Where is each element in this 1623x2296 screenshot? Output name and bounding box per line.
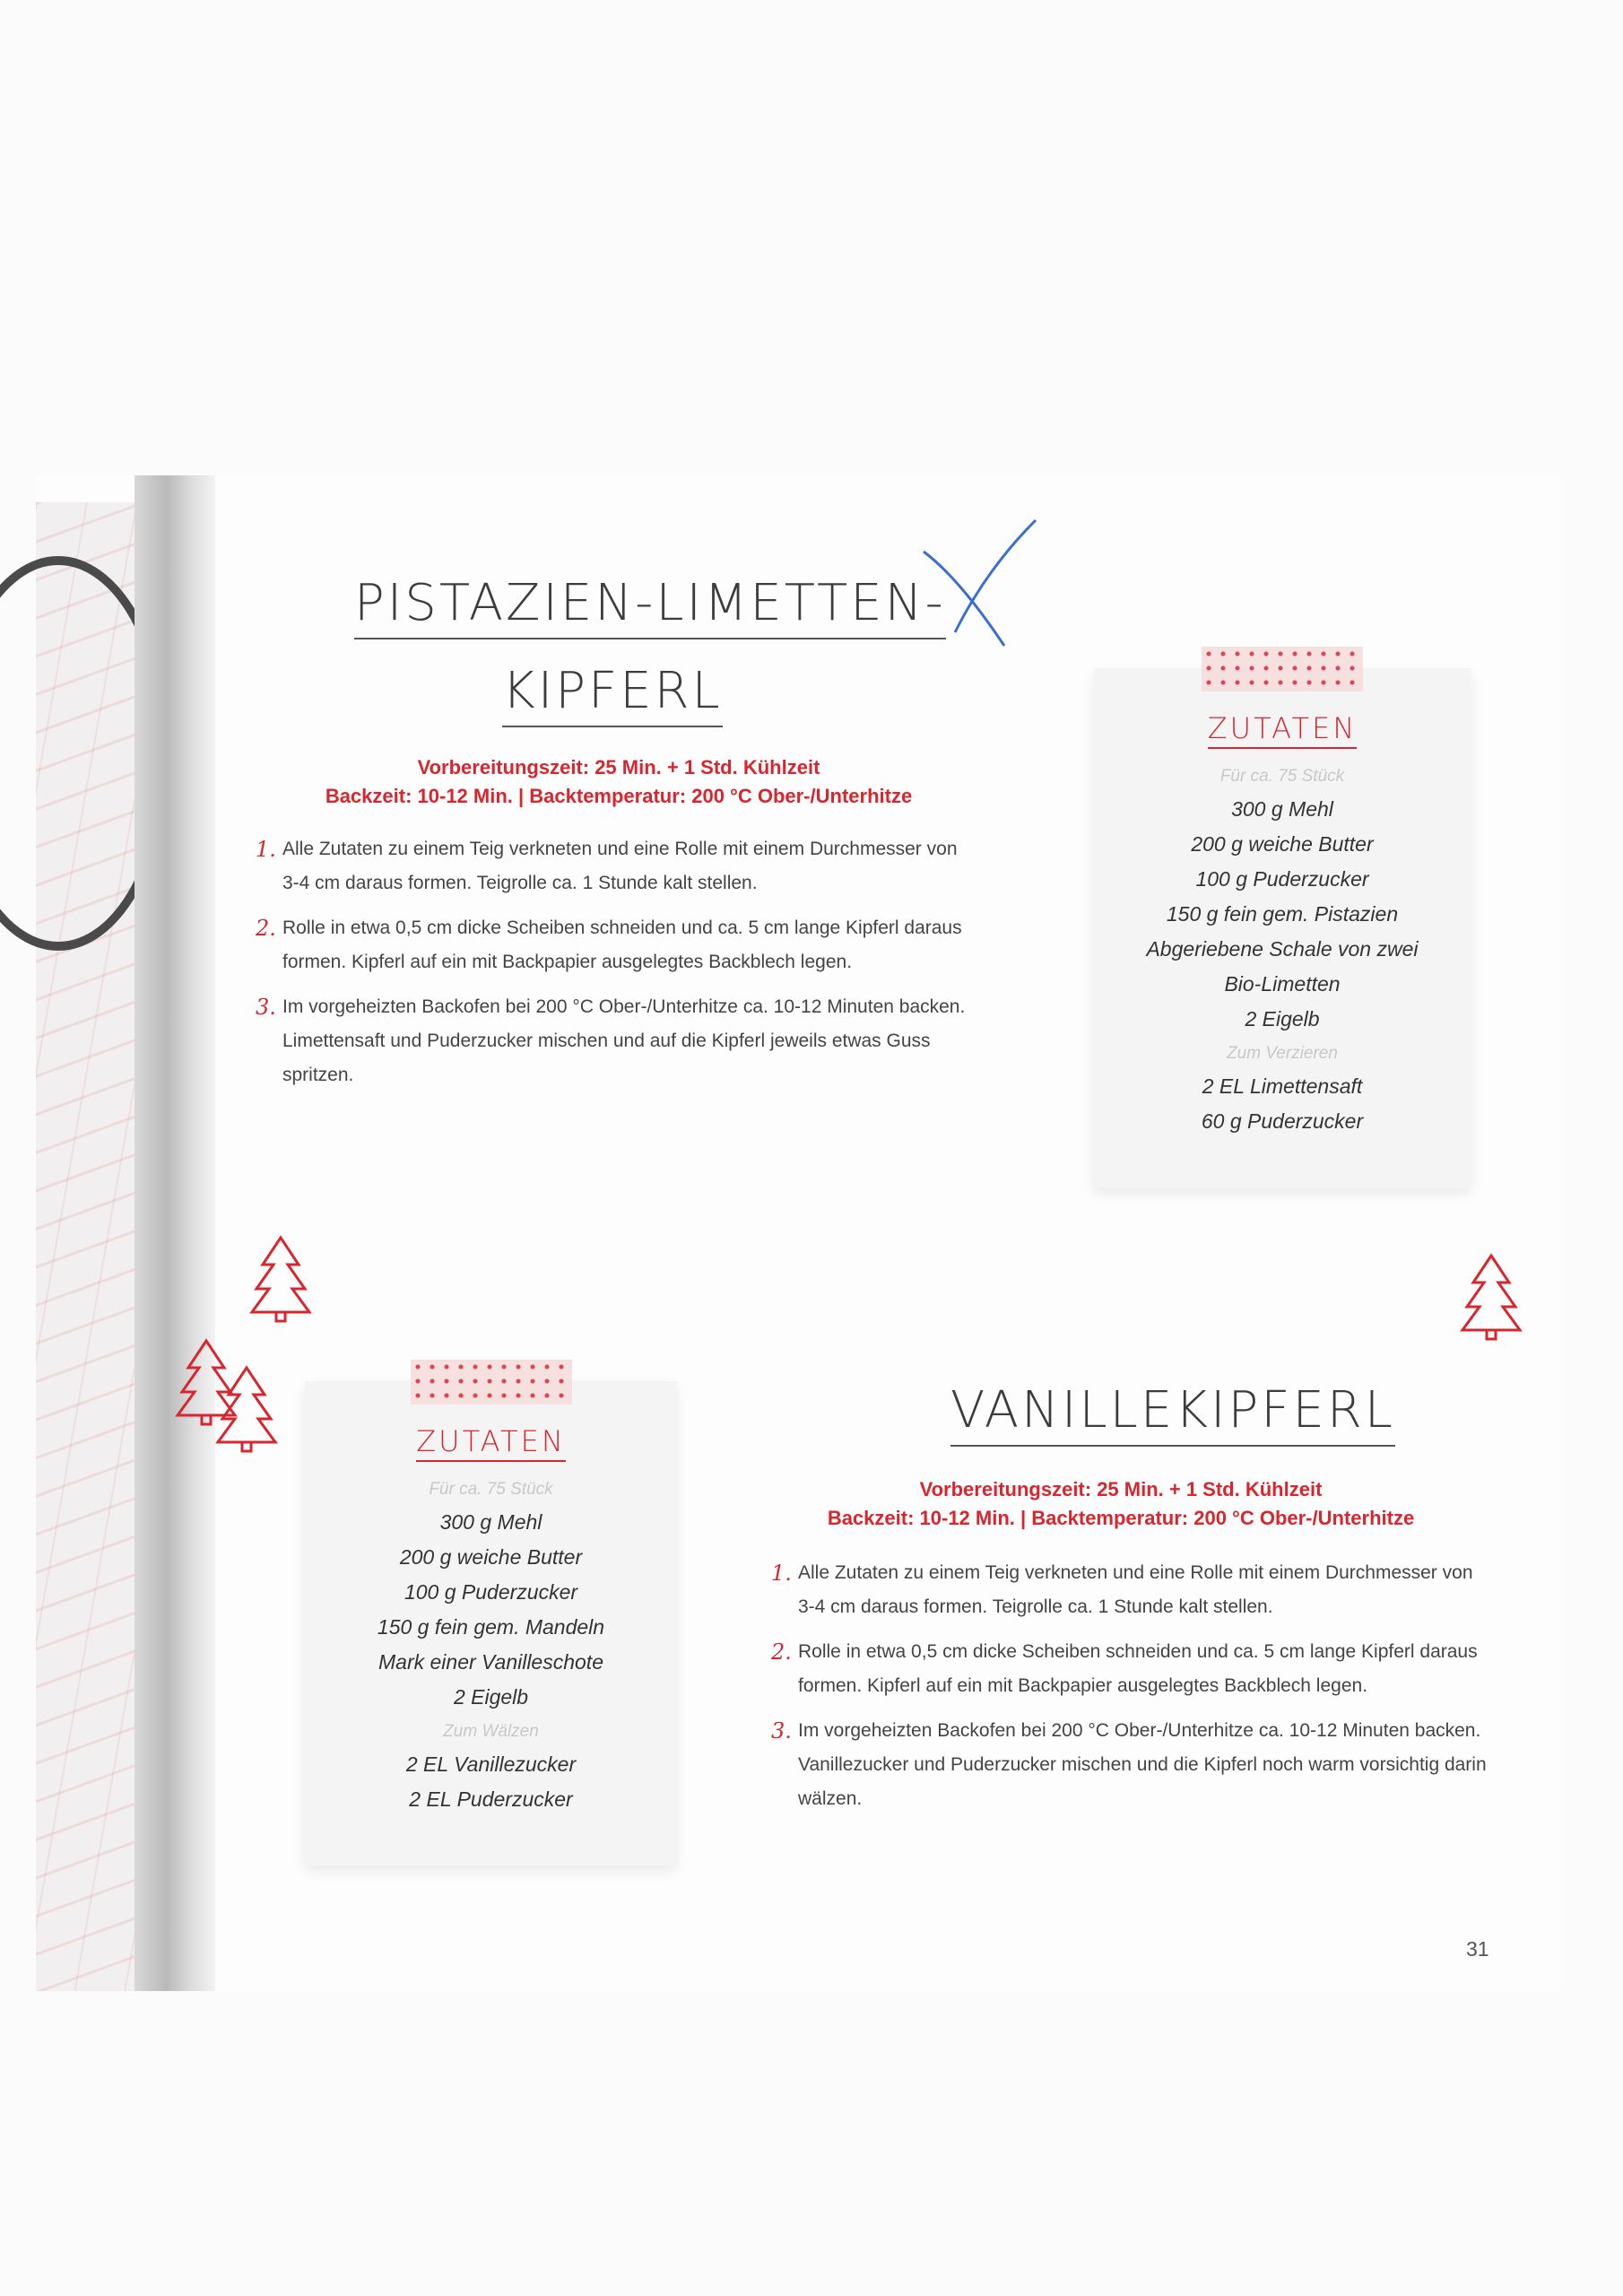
recipe2-step [771,1635,1488,1703]
ingredient-item: 300 g Mehl [439,1510,542,1534]
handwritten-x-mark [906,516,1040,650]
recipe1-step [256,911,973,979]
ingredients-heading: ZUTATEN [1208,711,1358,749]
washi-tape [411,1360,572,1405]
recipe1-prep-time: Vorbereitungszeit: 25 Min. + 1 Std. Kühlzeit [417,756,820,778]
ingredient-item: 200 g weiche Butter [1191,832,1374,856]
recipe1-step [256,832,973,900]
recipe1-ingredients-card [1094,668,1471,1188]
ingredient-item: 2 EL Limettensaft [1202,1074,1363,1098]
deco-label: Zum Verzieren [1227,1044,1338,1063]
step-text: Rolle in etwa 0,5 cm dicke Scheiben schneiden und ca. 5 cm lange Kipferl daraus formen. Kipferl auf ein mit Backpapier ausgelegtes Backblech legen. [282,918,962,972]
ingredient-item: 300 g Mehl [1231,797,1333,821]
step-text: Alle Zutaten zu einem Teig verkneten und eine Rolle mit einem Durchmesser von 3-4 cm daraus formen. Teigrolle ca. 1 Stunde kalt stellen. [282,839,958,893]
step-number: 1. [256,837,276,862]
step-text: Im vorgeheizten Backofen bei 200 °C Ober-/Unterhitze ca. 10-12 Minuten backen. Limettensaft und Puderzucker mischen und auf die Kipferl jeweils etwas Guss spritzen. [282,996,966,1085]
book-spine [135,475,215,1991]
recipe1-bake-info: Backzeit: 10-12 Min. | Backtemperatur: 200 °C Ober-/Unterhitze [325,785,913,807]
recipe1-steps [256,832,973,1103]
ingredient-item: Abgeriebene Schale von zwei [1146,937,1419,961]
ingredient-item: 150 g fein gem. Mandeln [377,1615,605,1639]
recipe2-step [771,1556,1488,1624]
ingredient-item: Mark einer Vanilleschote [378,1650,603,1674]
ingredient-item: 150 g fein gem. Pistazien [1166,902,1399,926]
ingredient-item: 60 g Puderzucker [1201,1109,1364,1133]
ingredient-item: 2 Eigelb [453,1685,529,1709]
recipe2-prep-time: Vorbereitungszeit: 25 Min. + 1 Std. Kühlzeit [919,1478,1323,1500]
ingredient-item: 100 g Puderzucker [404,1580,578,1604]
ingredient-item: 200 g weiche Butter [399,1545,583,1569]
ingredient-item: 100 g Puderzucker [1195,867,1369,891]
step-text: Im vorgeheizten Backofen bei 200 °C Ober-/Unterhitze ca. 10-12 Minuten backen. Vanillezucker und Puderzucker mischen und die Kipferl noch warm vorsichtig darin wälzen. [798,1720,1487,1809]
step-text: Alle Zutaten zu einem Teig verkneten und eine Rolle mit einem Durchmesser von 3-4 cm daraus formen. Teigrolle ca. 1 Stunde kalt stellen. [798,1562,1473,1617]
ingredient-list [305,1505,677,1715]
step-text: Rolle in etwa 0,5 cm dicke Scheiben schneiden und ca. 5 cm lange Kipferl daraus formen. Kipferl auf ein mit Backpapier ausgelegtes Backblech legen. [798,1641,1478,1696]
ingredient-item: Bio-Limetten [1224,972,1341,996]
christmas-tree-icon [215,1363,278,1453]
washi-tape [1202,647,1363,691]
deco-ingredient-list [1094,1069,1471,1139]
deco-ingredient-list [305,1747,677,1817]
recipe1-step [256,990,973,1092]
ingredient-item: 2 Eigelb [1245,1007,1320,1031]
recipe2-step [771,1714,1488,1816]
yield-label: Für ca. 75 Stück [1219,767,1345,786]
ingredients-heading: ZUTATEN [416,1424,566,1462]
deco-label: Zum Wälzen [443,1722,539,1741]
yield-label: Für ca. 75 Stück [429,1480,553,1499]
step-number: 2. [771,1639,792,1665]
ingredient-item: 2 EL Vanillezucker [405,1752,577,1776]
recipe2-bake-info: Backzeit: 10-12 Min. | Backtemperatur: 200 °C Ober-/Unterhitze [827,1507,1415,1529]
christmas-tree-icon [1460,1251,1523,1341]
page-number: 31 [1466,1937,1489,1961]
christmas-tree-icon [249,1233,312,1323]
ingredient-list [1094,792,1471,1037]
recipe2-steps [771,1556,1488,1827]
recipe1-title-line2: KIPFERL [502,662,723,720]
ingredient-item: 2 EL Puderzucker [409,1787,573,1811]
recipe1-title-line1: PISTAZIEN-LIMETTEN- [354,574,946,632]
recipe1-times [296,753,942,811]
recipe2-title: VANILLEKIPFERL [950,1381,1395,1439]
step-number: 1. [771,1561,792,1586]
step-number: 2. [256,916,276,941]
step-number: 3. [771,1718,792,1744]
recipe2-ingredients-card [305,1381,677,1866]
recipe2-times [798,1475,1444,1533]
step-number: 3. [256,995,276,1020]
